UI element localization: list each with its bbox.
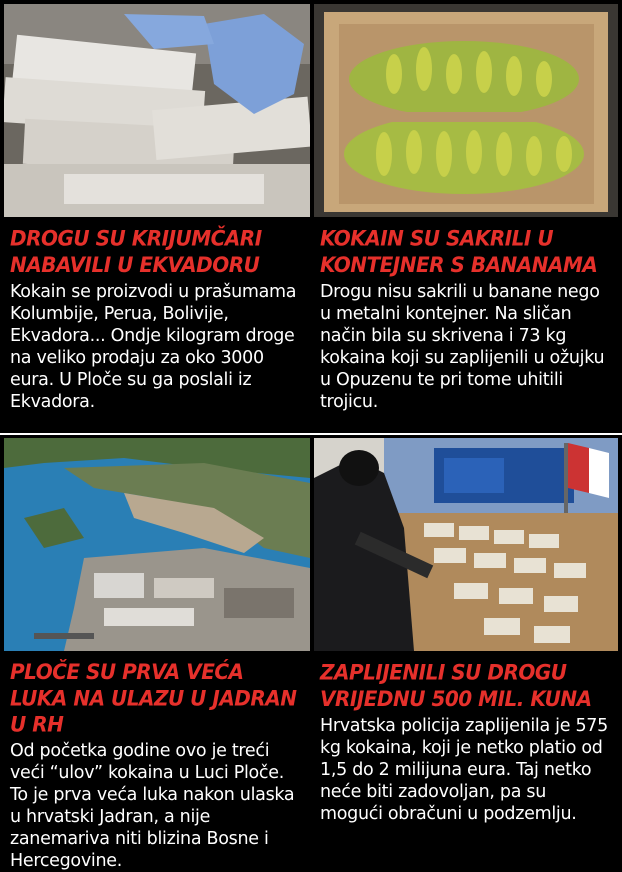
article-body: Hrvatska policija zaplijenila je 575 kg kokaina, koji je netko platio od 1,5 do 2 milijuna eura. Taj netko neće biti zadovoljan, pa su mogući obračuni u podzemlju. [320, 716, 608, 824]
article-port-ploce [4, 438, 310, 871]
article-body: Drogu nisu sakrili u banane nego u metalni kontejner. Na sličan način bila su skrivena i 73 kg kokaina koji su zaplijenili u ožujku u Opuzenu te pri tome uhitili trojicu. [320, 282, 605, 412]
photo-port-aerial [4, 438, 310, 651]
headline: ZAPLIJENILI SU DROGU VRIJEDNU 500 MIL. KUNA [320, 659, 592, 712]
headline: KOKAIN SU SAKRILI U KONTEJNER S BANANAMA [320, 225, 598, 278]
headline: DROGU SU KRIJUMČARI NABAVILI U EKVADORU [10, 225, 262, 278]
photo-banana-box [314, 4, 618, 217]
article-body: Od početka godine ovo je treći veći “ulov” kokaina u Luci Ploče. To je prva veća luka nakon ulaska u hrvatski Jadran, a nije zanemariva niti blizina Bosne i Hercegovine. [10, 741, 295, 871]
photo-police-seizure [314, 438, 618, 651]
headline: PLOČE SU PRVA VEĆA LUKA NA ULAZU U JADRAN U RH [10, 659, 297, 737]
photo-cocaine-bricks [4, 4, 310, 217]
divider [0, 433, 622, 435]
article-body: Kokain se proizvodi u prašumama Kolumbije, Perua, Bolivije, Ekvadora... Ondje kilogram droge na veliko prodaju za oko 3000 eura. U Ploče su ga poslali iz Ekvadora. [10, 282, 297, 412]
article-seizure-value [314, 438, 618, 861]
article-drug-ecuador [4, 4, 310, 431]
article-banana-container [314, 4, 618, 431]
